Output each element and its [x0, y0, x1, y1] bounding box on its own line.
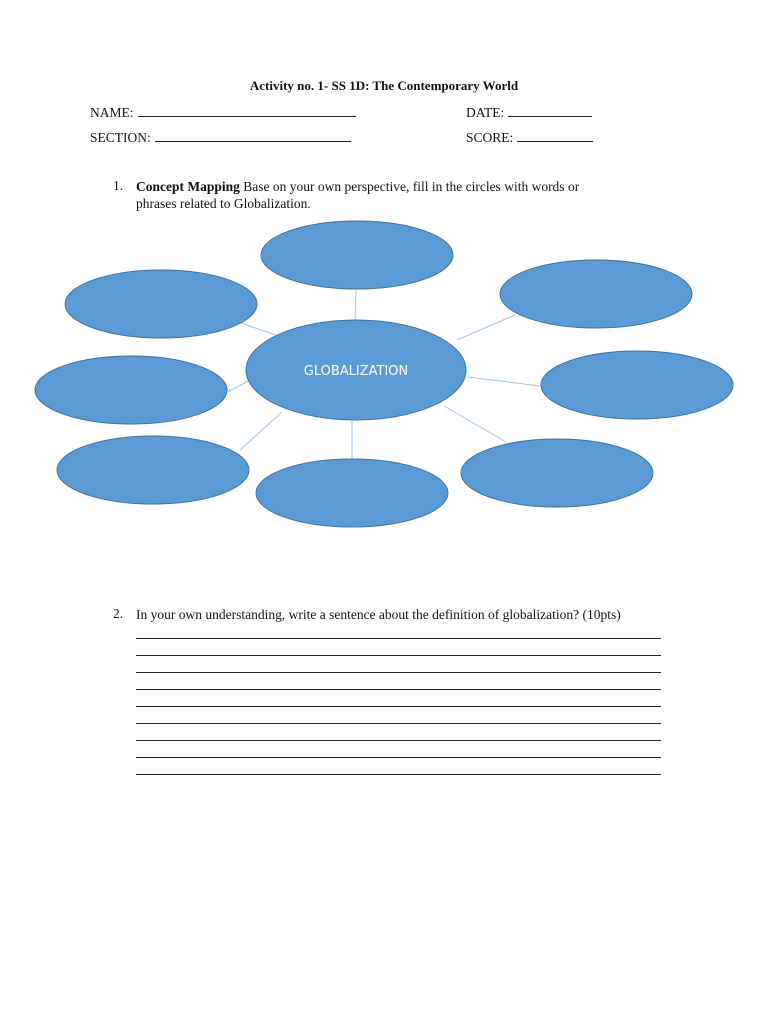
question1-bold-label: Concept Mapping	[136, 179, 240, 194]
connector-lower-left	[240, 412, 282, 450]
question1-number: 1.	[113, 178, 124, 193]
connector-top	[355, 290, 356, 320]
answer-line[interactable]	[136, 757, 661, 758]
page-title: Activity no. 1- SS 1D: The Contemporary World	[249, 78, 519, 93]
connector-mid-right	[468, 377, 540, 386]
section-label: SECTION:	[90, 130, 151, 145]
connector-mid-left	[228, 380, 250, 392]
question1-text-line2: phrases related to Globalization.	[136, 196, 311, 211]
answer-line[interactable]	[136, 638, 661, 639]
connector-upper-left	[238, 322, 276, 335]
circle-lower-right[interactable]	[461, 439, 653, 507]
question1-text-line1: Base on your own perspective, fill in the circles with words or	[239, 179, 580, 194]
date-label: DATE:	[466, 105, 505, 120]
circle-lower-left[interactable]	[57, 436, 249, 504]
connector-lower-right	[444, 406, 506, 442]
center-label: GLOBALIZATION	[303, 364, 409, 379]
circle-upper-right[interactable]	[500, 260, 692, 328]
question2-text: In your own understanding, write a sentence about the definition of globalization? (10pts)	[136, 607, 621, 622]
circle-bottom[interactable]	[256, 459, 448, 527]
score-label: SCORE:	[466, 130, 514, 145]
circle-top[interactable]	[261, 221, 453, 289]
answer-line[interactable]	[136, 689, 661, 690]
circle-mid-right[interactable]	[541, 351, 733, 419]
answer-line[interactable]	[136, 706, 661, 707]
connector-upper-right	[457, 315, 515, 340]
answer-line[interactable]	[136, 774, 661, 775]
question2-number: 2.	[113, 606, 124, 621]
answer-line[interactable]	[136, 723, 661, 724]
answer-line[interactable]	[136, 655, 661, 656]
circle-upper-left[interactable]	[65, 270, 257, 338]
answer-line[interactable]	[136, 740, 661, 741]
name-label: NAME:	[90, 105, 134, 120]
circle-mid-left[interactable]	[35, 356, 227, 424]
answer-line[interactable]	[136, 672, 661, 673]
